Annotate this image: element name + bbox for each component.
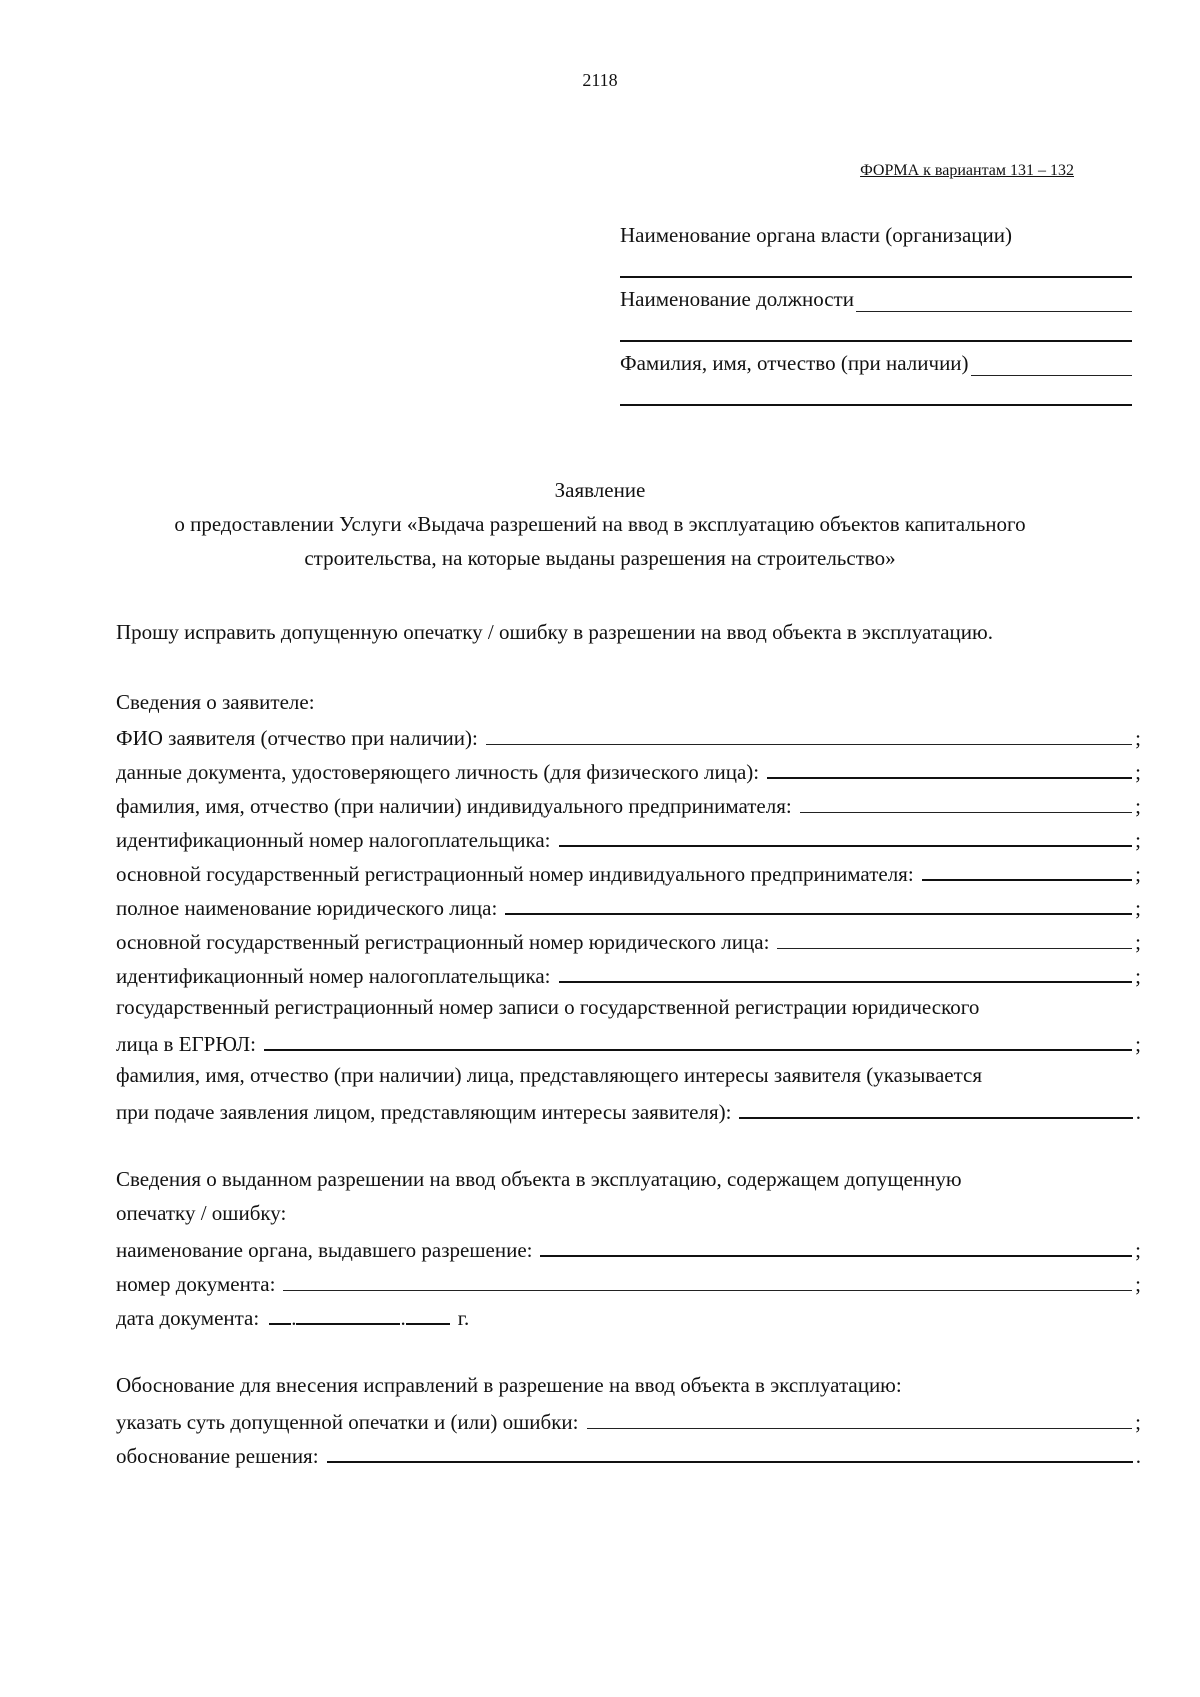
justification-heading: Обоснование для внесения исправлений в разрешение на ввод объекта в эксплуатацию: — [116, 1373, 902, 1397]
addressee-position-row — [620, 282, 1132, 312]
applicant-field-label: ФИО заявителя (отчество при наличии): — [116, 726, 478, 750]
applicant-legal-inn-field[interactable] — [559, 961, 1133, 983]
applicant-field-label: основной государственный регистрационный номер индивидуального предпринимателя: — [116, 862, 914, 886]
addressee-authority-label: Наименование органа власти (организации) — [620, 223, 1012, 247]
addressee-position-field[interactable] — [856, 289, 1132, 312]
addressee-block — [620, 218, 1132, 406]
permit-heading-line2: опечатку / ошибку: — [116, 1201, 287, 1225]
permit-number-row — [116, 1265, 1141, 1297]
date-separator: . — [291, 1306, 297, 1330]
applicant-field-row — [116, 957, 1141, 989]
permit-number-label: номер документа: — [116, 1272, 276, 1296]
field-terminator: ; — [1135, 930, 1141, 954]
applicant-ogrn-field[interactable] — [777, 928, 1132, 949]
applicant-field-row — [116, 753, 1141, 785]
form-reference: ФОРМА к вариантам 131 – 132 — [860, 162, 1074, 179]
permit-date-label: дата документа: — [116, 1306, 260, 1330]
field-terminator: ; — [1135, 1238, 1141, 1262]
justification-decision-row — [116, 1437, 1141, 1469]
permit-date-day-field[interactable] — [269, 1303, 291, 1325]
addressee-fio-field[interactable] — [971, 353, 1132, 376]
egrul-number-field[interactable] — [264, 1029, 1132, 1051]
applicant-fio-field[interactable] — [486, 724, 1132, 745]
date-year-suffix: г. — [457, 1306, 470, 1330]
document-heading: Заявление — [554, 478, 646, 502]
field-terminator: ; — [1135, 896, 1141, 920]
representative-line1: фамилия, имя, отчество (при наличии) лица, представляющего интересы заявителя (указывается — [116, 1063, 983, 1087]
applicant-field-label: полное наименование юридического лица: — [116, 896, 498, 920]
justification-decision-label: обоснование решения: — [116, 1444, 319, 1468]
permit-authority-field[interactable] — [540, 1235, 1132, 1257]
date-separator: . — [400, 1306, 406, 1330]
field-terminator: ; — [1135, 1032, 1141, 1056]
field-terminator: ; — [1135, 964, 1141, 988]
addressee-position-label: Наименование должности — [620, 287, 854, 311]
addressee-fio-label: Фамилия, имя, отчество (при наличии) — [620, 351, 969, 375]
field-terminator: . — [1135, 1444, 1141, 1468]
field-terminator: ; — [1135, 726, 1141, 750]
applicant-heading: Сведения о заявителе: — [116, 690, 315, 714]
document-title-line1: о предоставлении Услуги «Выдача разрешений на ввод в эксплуатацию объектов капитального — [174, 512, 1026, 536]
permit-number-field[interactable] — [283, 1270, 1132, 1291]
justification-essence-field[interactable] — [587, 1408, 1133, 1429]
applicant-field-row — [116, 821, 1141, 853]
applicant-field-row — [116, 923, 1141, 955]
permit-heading-line1: Сведения о выданном разрешении на ввод объекта в эксплуатацию, содержащем допущенную — [116, 1167, 962, 1191]
applicant-field-label: идентификационный номер налогоплательщика: — [116, 964, 551, 988]
field-terminator: ; — [1135, 760, 1141, 784]
addressee-authority-row — [620, 218, 1132, 248]
document-title-line2: строительства, на которые выданы разрешения на строительство» — [304, 546, 896, 570]
request-text: Прошу исправить допущенную опечатку / ошибку в разрешении на ввод объекта в эксплуатацию. — [116, 620, 993, 644]
applicant-field-row — [116, 787, 1141, 819]
permit-date-month-field[interactable] — [296, 1303, 400, 1325]
permit-date-row — [116, 1299, 469, 1331]
applicant-field-row — [116, 855, 1141, 887]
justification-essence-row — [116, 1403, 1141, 1435]
egrul-field-row — [116, 1025, 1141, 1057]
addressee-position-line[interactable] — [620, 312, 1132, 342]
field-terminator: . — [1135, 1100, 1141, 1124]
applicant-entrepreneur-fio-field[interactable] — [800, 792, 1132, 813]
addressee-authority-line[interactable] — [620, 248, 1132, 278]
justification-essence-label: указать суть допущенной опечатки и (или) ошибки: — [116, 1410, 579, 1434]
applicant-field-row — [116, 889, 1141, 921]
permit-authority-row — [116, 1231, 1141, 1263]
representative-field-row — [116, 1093, 1141, 1125]
applicant-field-row — [116, 719, 1141, 751]
addressee-fio-row — [620, 346, 1132, 376]
justification-decision-field[interactable] — [327, 1441, 1133, 1463]
field-terminator: ; — [1135, 862, 1141, 886]
field-terminator: ; — [1135, 1410, 1141, 1434]
egrul-line1: государственный регистрационный номер записи о государственной регистрации юридического — [116, 995, 980, 1019]
page-number: 2118 — [582, 70, 618, 90]
applicant-inn-field[interactable] — [559, 825, 1133, 847]
field-terminator: ; — [1135, 1272, 1141, 1296]
addressee-fio-line[interactable] — [620, 376, 1132, 406]
permit-date-year-field[interactable] — [406, 1303, 450, 1325]
applicant-ogrnip-field[interactable] — [922, 859, 1132, 881]
applicant-field-label: данные документа, удостоверяющего личность (для физического лица): — [116, 760, 760, 784]
applicant-field-label: основной государственный регистрационный номер юридического лица: — [116, 930, 770, 954]
representative-label: при подаче заявления лицом, представляющим интересы заявителя): — [116, 1100, 732, 1124]
permit-authority-label: наименование органа, выдавшего разрешение: — [116, 1238, 533, 1262]
applicant-id-document-field[interactable] — [767, 757, 1132, 779]
applicant-legal-name-field[interactable] — [505, 893, 1132, 915]
representative-fio-field[interactable] — [739, 1097, 1132, 1119]
applicant-field-label: идентификационный номер налогоплательщика: — [116, 828, 551, 852]
applicant-field-label: фамилия, имя, отчество (при наличии) индивидуального предпринимателя: — [116, 794, 792, 818]
field-terminator: ; — [1135, 828, 1141, 852]
egrul-label: лица в ЕГРЮЛ: — [116, 1032, 256, 1056]
field-terminator: ; — [1135, 794, 1141, 818]
